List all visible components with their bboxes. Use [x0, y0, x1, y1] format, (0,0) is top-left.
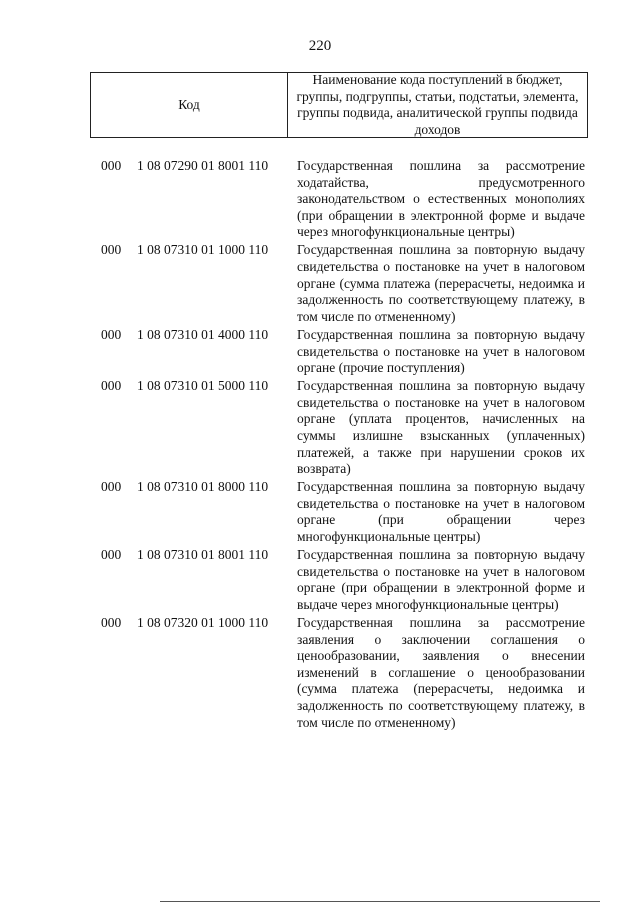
table-row: [0, 242, 640, 325]
row-admin-code: 000: [101, 547, 122, 563]
header-name-label: Наименование кода поступлений в бюджет, группы, подгруппы, статьи, подстатьи, элемента, группы подвида, аналитической группы подвида доходов: [296, 72, 579, 137]
row-income-code: 1 08 07310 01 8000 110: [137, 479, 269, 495]
row-admin-code: 000: [101, 479, 122, 495]
table-row: [0, 158, 640, 241]
header-code-label: Код: [91, 73, 288, 137]
row-income-name: Государственная пошлина за повторную выдачу свидетельства о постановке на учет в налоговом органе (уплата процентов, начисленных на суммы излишне взысканных (уплаченных) платежей, а также при нарушении сроков их возврата): [297, 378, 585, 477]
row-income-code: 1 08 07290 01 8001 110: [137, 158, 269, 173]
table-row: [0, 479, 640, 545]
row-income-name: Государственная пошлина за повторную выдачу свидетельства о постановке на учет в налоговом органе (прочие поступления): [297, 326, 585, 376]
row-admin-code: 000: [101, 326, 122, 342]
table-header: [90, 72, 588, 138]
row-admin-code: 000: [101, 158, 122, 173]
row-income-name: Государственная пошлина за повторную выдачу свидетельства о постановке на учет в налоговом органе (при обращении в электронной форме и выдаче через многофункциональные центры): [297, 547, 585, 612]
row-income-code: 1 08 07310 01 5000 110: [137, 378, 269, 394]
row-admin-code: 000: [101, 615, 122, 631]
row-income-name: Государственная пошлина за повторную выдачу свидетельства о постановке на учет в налоговом органе (сумма платежа (перерасчеты, недоимка и задолженность по соответствующему платежу, в том числе по отмененному): [297, 242, 585, 324]
row-income-code: 1 08 07310 01 1000 110: [137, 242, 269, 258]
row-income-code: 1 08 07320 01 1000 110: [137, 615, 269, 631]
table-row: [0, 378, 640, 478]
row-income-name: Государственная пошлина за рассмотрение ходатайства, предусмотренного законодательством о естественных монополиях (при обращении в электронной форме и выдаче через многофункциональные центры): [297, 158, 585, 240]
row-admin-code: 000: [101, 378, 122, 394]
table-row: [0, 327, 640, 377]
row-income-code: 1 08 07310 01 4000 110: [137, 326, 269, 342]
page-number: 220: [308, 38, 332, 54]
row-income-name: Государственная пошлина за повторную выдачу свидетельства о постановке на учет в налоговом органе (при обращении через многофункциональные центры): [297, 479, 585, 545]
table-body: [0, 158, 640, 733]
table-row: [0, 547, 640, 613]
row-admin-code: 000: [101, 242, 122, 258]
page-bottom-divider: [160, 901, 600, 902]
row-income-name: Государственная пошлина за рассмотрение заявления о заключении соглашения о ценообразовании, заявления о внесении изменений в соглашение о ценообразовании (сумма платежа (перерасчеты, недоимка и задолженность по соответствующему платежу, в том числе по отмененному): [297, 615, 585, 730]
table-row: [0, 615, 640, 731]
row-income-code: 1 08 07310 01 8001 110: [137, 547, 269, 563]
